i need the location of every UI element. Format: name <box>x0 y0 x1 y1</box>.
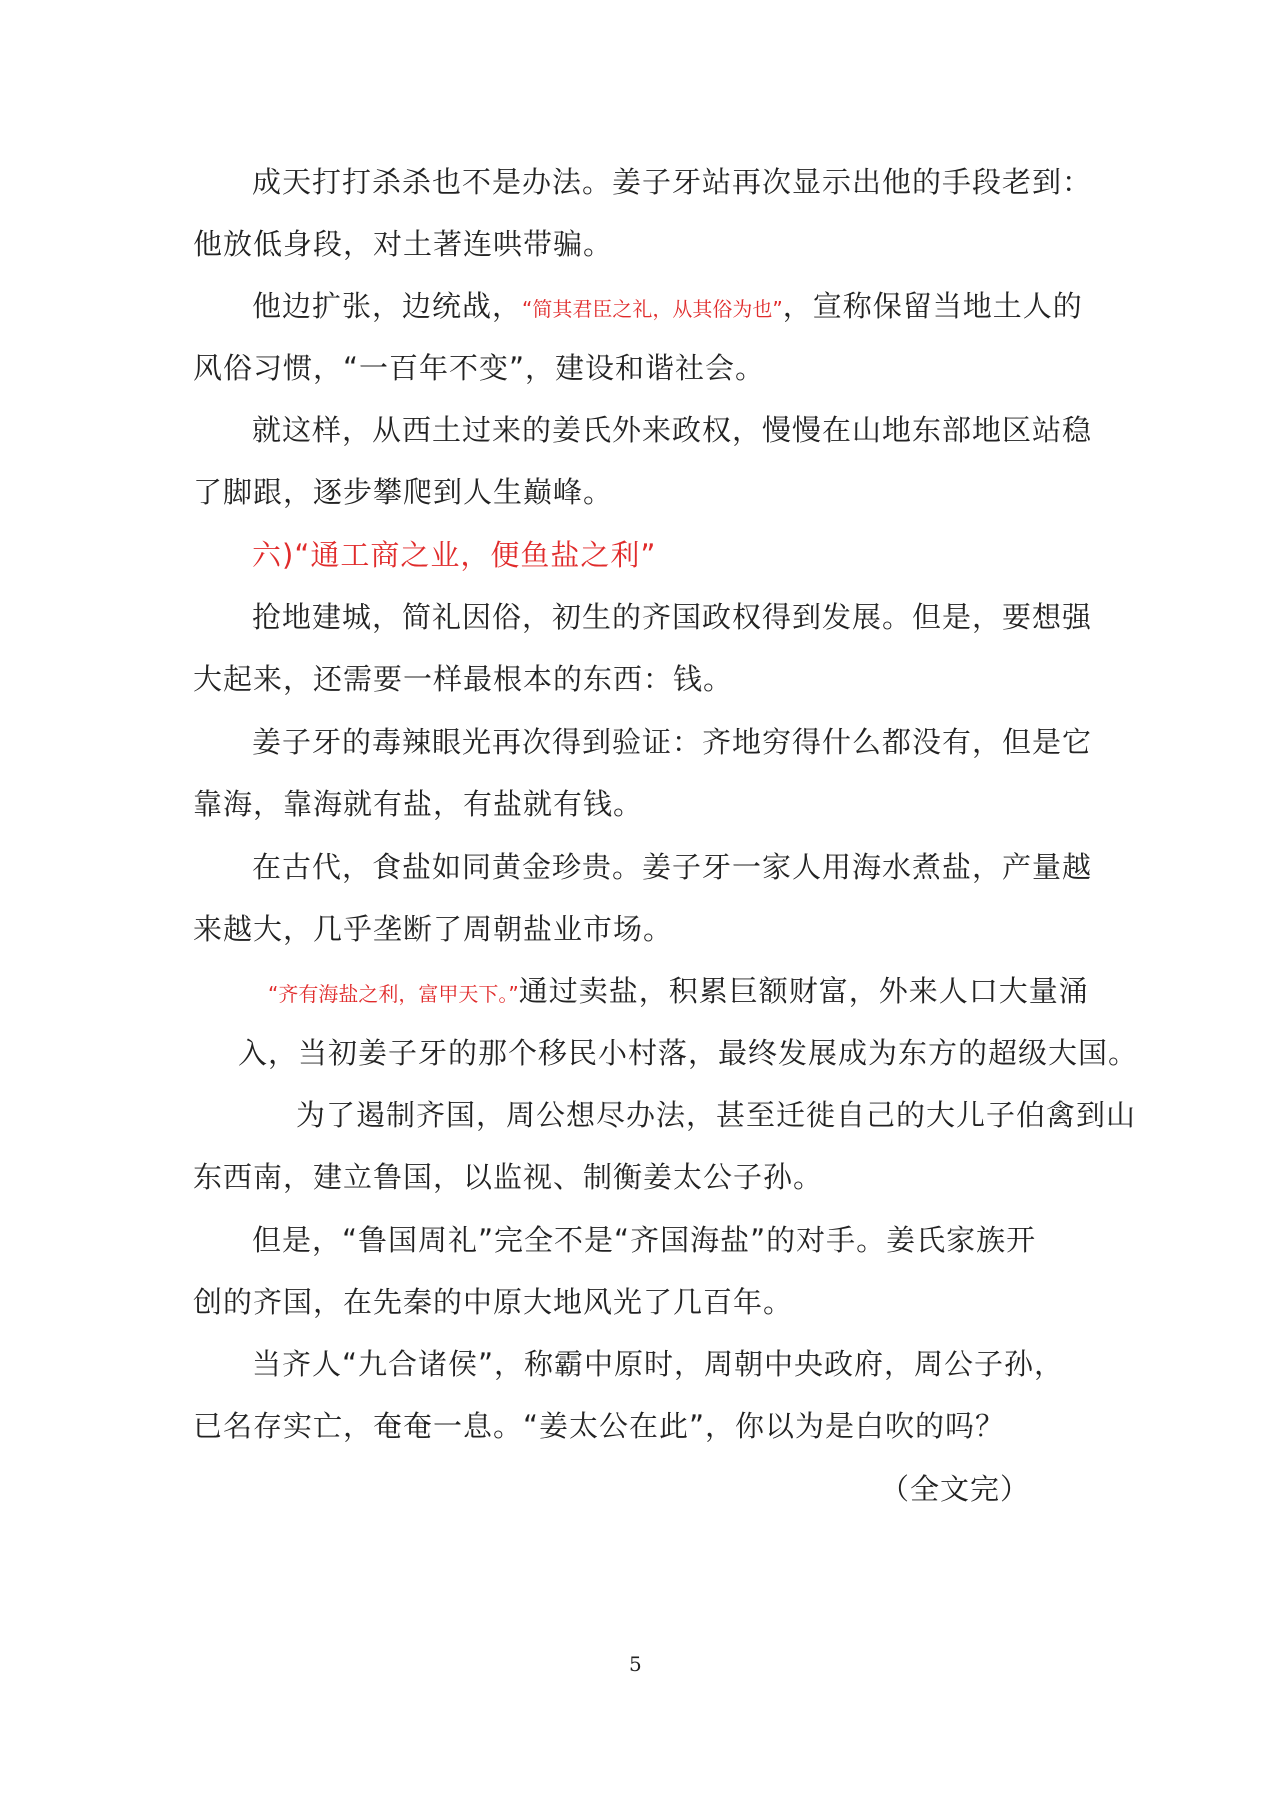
paragraph-line: 他放低身段，对土著连哄带骗。 <box>193 227 614 261</box>
end-note: （全文完） <box>880 1472 1031 1506</box>
page-number: 5 <box>629 1652 642 1676</box>
paragraph-line: 靠海，靠海就有盐，有盐就有钱。 <box>193 787 644 821</box>
paragraph-line: 但是，“鲁国周礼”完全不是“齐国海盐”的对手。姜氏家族开 <box>252 1223 1037 1257</box>
paragraph-line: 入，当初姜子牙的那个移民小村落，最终发展成为东方的超级大国。 <box>238 1036 1139 1070</box>
paragraph-line: 创的齐国，在先秦的中原大地风光了几百年。 <box>193 1285 794 1319</box>
paragraph-line: 大起来，还需要一样最根本的东西：钱。 <box>193 662 734 696</box>
paragraph-line: 来越大，几乎垄断了周朝盐业市场。 <box>193 912 674 946</box>
paragraph-line: 在古代，食盐如同黄金珍贵。姜子牙一家人用海水煮盐，产量越 <box>252 850 1093 884</box>
section-heading: 六)“通工商之业，便鱼盐之利” <box>252 538 657 572</box>
line-text: ，宣称保留当地土人的 <box>782 289 1083 323</box>
paragraph-line: 风俗习惯，“一百年不变”，建设和谐社会。 <box>193 351 766 385</box>
red-quote: “简其君臣之礼，从其俗为也” <box>522 297 783 321</box>
line-text: 通过卖盐，积累巨额财富，外来人口大量涌 <box>518 974 1089 1008</box>
paragraph-line: 了脚跟，逐步攀爬到人生巅峰。 <box>193 475 614 509</box>
paragraph-line: 抢地建城，简礼因俗，初生的齐国政权得到发展。但是，要想强 <box>252 600 1093 634</box>
paragraph-line: 为了遏制齐国，周公想尽办法，甚至迁徙自己的大儿子伯禽到山 <box>296 1098 1137 1132</box>
paragraph-line: 当齐人“九合诸侯”，称霸中原时，周朝中央政府，周公子孙， <box>252 1347 1065 1381</box>
red-quote: “齐有海盐之利，富甲天下。” <box>268 982 519 1006</box>
paragraph-line: 就这样，从西土过来的姜氏外来政权，慢慢在山地东部地区站稳 <box>252 413 1093 447</box>
paragraph-line: 已名存实亡，奄奄一息。“姜太公在此”，你以为是白吹的吗？ <box>193 1409 1006 1443</box>
paragraph-line-with-quote <box>268 971 1089 1014</box>
line-text: 他边扩张，边统战， <box>252 289 523 323</box>
paragraph-line: 姜子牙的毒辣眼光再次得到验证：齐地穷得什么都没有，但是它 <box>252 725 1093 759</box>
paragraph-line-with-quote <box>252 286 1083 329</box>
paragraph-line: 东西南，建立鲁国，以监视、制衡姜太公子孙。 <box>193 1160 824 1194</box>
paragraph-line: 成天打打杀杀也不是办法。姜子牙站再次显示出他的手段老到： <box>252 165 1093 199</box>
